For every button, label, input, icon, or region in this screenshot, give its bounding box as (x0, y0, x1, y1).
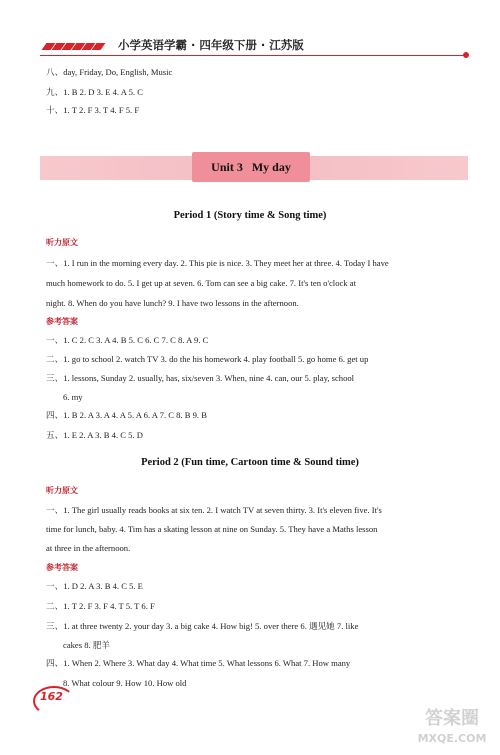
listening-line: 一、1. The girl usually reads books at six ten. 2. I watch TV at seven thirty. 3. It's eleven five. It's (46, 505, 382, 515)
answer-line: 6. my (63, 392, 83, 402)
watermark-logo-url: MXQE.COM (417, 732, 487, 745)
answer-line: 8. What colour 9. How 10. How old (63, 678, 187, 688)
answer-line: 三、1. lessons, Sunday 2. usually, has, six/seven 3. When, nine 4. can, our 5. play, school (46, 373, 355, 383)
header-stripes-icon (40, 40, 98, 54)
answer-line: 八、day, Friday, Do, English, Music (46, 67, 173, 77)
listening-line: much homework to do. 5. I get up at seven. 6. Tom can see a big cake. 7. It's ten o'clock at (46, 278, 356, 288)
answer-line: 九、1. B 2. D 3. E 4. A 5. C (46, 87, 143, 97)
header-divider (40, 55, 466, 56)
period1-title: Period 1 (Story time & Song time) (173, 210, 327, 221)
answers-tag: 参考答案 (46, 317, 78, 326)
page-number: 162 (40, 690, 63, 703)
answer-line: 三、1. at three twenty 2. your day 3. a big cake 4. How big! 5. over there 6. 遇见她 7. like (46, 621, 359, 631)
listening-line: 一、1. I run in the morning every day. 2. This pie is nice. 3. They meet her at three. 4. Today I have (46, 258, 389, 268)
answer-line: 一、1. D 2. A 3. B 4. C 5. E (46, 581, 143, 591)
listening-line: at three in the afternoon. (46, 543, 131, 553)
answer-line: 十、1. T 2. F 3. T 4. F 5. F (46, 105, 140, 115)
answer-line: cakes 8. 肥羊 (63, 640, 111, 650)
answers-tag: 参考答案 (46, 563, 78, 572)
answer-line: 四、1. When 2. Where 3. What day 4. What time 5. What lessons 6. What 7. How many (46, 658, 351, 668)
listening-tag: 听力原文 (46, 486, 78, 495)
listening-tag: 听力原文 (46, 238, 78, 247)
unit-title: Unit 3 My day (192, 152, 310, 182)
answer-line: 二、1. go to school 2. watch TV 3. do the his homework 4. play football 5. go home 6. get up (46, 354, 369, 364)
answer-line: 四、1. B 2. A 3. A 4. A 5. A 6. A 7. C 8. B 9. B (46, 410, 207, 420)
listening-line: time for lunch, baby. 4. Tim has a skating lesson at nine on Sunday. 5. They have a Maths lesson (46, 524, 378, 534)
period2-title: Period 2 (Fun time, Cartoon time & Sound time) (141, 457, 359, 468)
answer-line: 一、1. C 2. C 3. A 4. B 5. C 6. C 7. C 8. A 9. C (46, 335, 209, 345)
book-title: 小学英语学霸 · 四年级下册 · 江苏版 (118, 38, 304, 52)
listening-line: night. 8. When do you have lunch? 9. I have two lessons in the afternoon. (46, 298, 299, 308)
header-dot-icon (463, 52, 469, 58)
answer-line: 五、1. E 2. A 3. B 4. C 5. D (46, 430, 143, 440)
answer-line: 二、1. T 2. F 3. F 4. T 5. T 6. F (46, 601, 155, 611)
watermark-logo (412, 698, 492, 748)
watermark-logo-cn: 答案圈 (425, 708, 479, 729)
